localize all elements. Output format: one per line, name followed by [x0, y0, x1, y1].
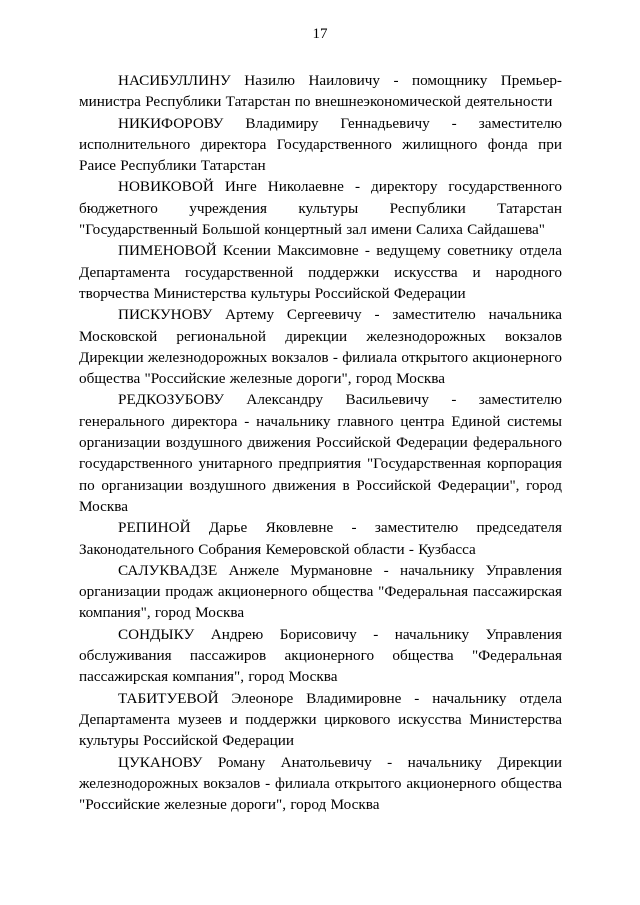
document-body — [79, 70, 562, 815]
award-entry: САЛУКВАДЗЕ Анжеле Мурмановне - начальнику Управления организации продаж акционерного общества "Федеральная пассажирская компания", город Москва — [79, 561, 562, 622]
award-entry: ЦУКАНОВУ Роману Анатольевичу - начальнику Дирекции железнодорожных вокзалов - филиала открытого акционерного общества "Российские железные дороги", город Москва — [79, 753, 562, 814]
award-entry: ПИСКУНОВУ Артему Сергеевичу - заместителю начальника Московской региональной дирекции железнодорожных вокзалов Дирекции железнодорожных вокзалов - филиала открытого акционерного общества "Российские железные дороги", город Москва — [79, 306, 562, 388]
award-entry: ПИМЕНОВОЙ Ксении Максимовне - ведущему советнику отдела Департамента государственной поддержки искусства и народного творчества Министерства культуры Российской Федерации — [79, 242, 562, 302]
award-entry: НОВИКОВОЙ Инге Николаевне - директору государственного бюджетного учреждения культуры Республики Татарстан "Государственный Большой концертный зал имени Салиха Сайдашева" — [79, 178, 562, 239]
award-entry: НАСИБУЛЛИНУ Назилю Наиловичу - помощнику Премьер-министра Республики Татарстан по внешнеэкономической деятельности — [79, 72, 562, 111]
award-entry: СОНДЫКУ Андрею Борисовичу - начальнику Управления обслуживания пассажиров акционерного общества "Федеральная пассажирская компания", город Москва — [79, 625, 562, 686]
award-entry: НИКИФОРОВУ Владимиру Геннадьевичу - заместителю исполнительного директора Государственного жилищного фонда при Раисе Республики Татарстан — [79, 114, 562, 175]
award-entry: ТАБИТУЕВОЙ Элеоноре Владимировне - начальнику отдела Департамента музеев и поддержки циркового искусства Министерства культуры Российской Федерации — [79, 689, 562, 750]
award-entry: РЕПИНОЙ Дарье Яковлевне - заместителю председателя Законодательного Собрания Кемеровской области - Кузбасса — [79, 519, 562, 558]
award-entry: РЕДКОЗУБОВУ Александру Васильевичу - заместителю генерального директора - начальнику главного центра Единой системы организации воздушного движения Российской Федерации федерального государственного унитарного предприятия "Государственная корпорация по организации воздушного движения в Российской Федерации", город Москва — [79, 391, 562, 515]
page-number: 17 — [312, 26, 328, 42]
